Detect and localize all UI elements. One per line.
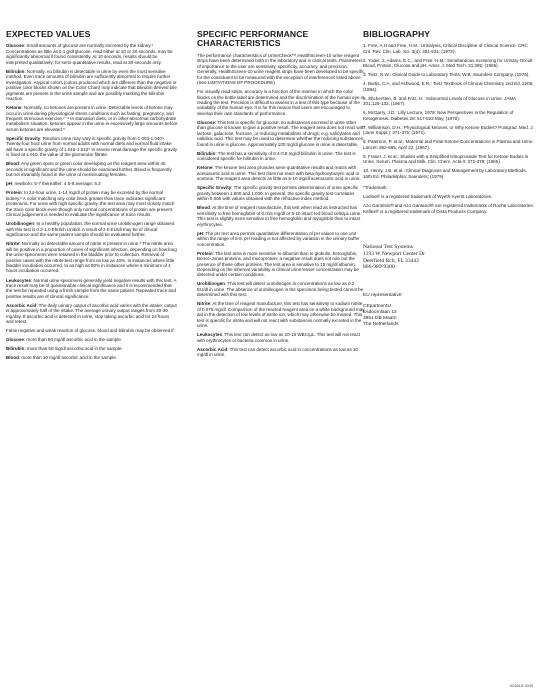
eu-representative <box>363 293 535 328</box>
paragraph <box>6 161 178 177</box>
address-line: National Test Systems <box>363 244 413 251</box>
paragraph-text: : Normally, no bilirubin is detectable in urine by even the most sensitive method. Even trace amounts of bilirubin are sufficiently abnormal to require further investigation. Atypical colors (colors produced which are different than the negative or positive color blocks shown on the Color Chart) may indicate that bilirubin derived bile pigments are present in the urine sample and are possibly masking the bilirubin reaction. <box>6 68 177 102</box>
bibliography-reference: 6. McGarry, J.D.: Lilly Lecture, 1978: New Perspectives in the Regulation of Ketogenesis. Diabetes 28: 517-523 May, (1978). <box>363 110 514 121</box>
paragraph-text: : At the time of reagent manufacture, this test has sensitivity to sodium nitrite of 0.075 mg/dl. Comparison of the reacted reagent area on a white background may aid in the detection of low levels of nitrite ion, which may otherwise be missed. This test is specific for nitrite and will not react with substances normally excreted in the urine. <box>197 301 365 329</box>
paragraph <box>197 89 365 116</box>
paragraph-label: Glucose <box>197 119 215 125</box>
paragraph-label: Nitrite <box>197 301 211 307</box>
performance-heading-line1: SPECIFIC PERFORMANCE <box>197 29 309 39</box>
paragraph-text: : more than 50 mg/dl ascorbic acid in the sample. <box>24 346 123 352</box>
bibliography-reference: 10. Henry, J.B. et al.: Clinical Diagnosis and Management by Laboratory Methods, 16th Ed. Philadelphia: Saunders; (1979). <box>363 168 527 179</box>
paragraph-label: Ascorbic Acid <box>197 346 228 352</box>
paragraph <box>6 190 178 217</box>
paragraph-label: Specific Gravity <box>197 185 232 191</box>
trademark-heading: *Trademark: <box>363 185 388 191</box>
paragraph-text: : This test will detect urobilinogen in concentrations as low as 0.2 EU/dl in urine. The absence of urobilinogen in the specimen being tested cannot be determined with this test. <box>197 281 364 298</box>
paragraph-text: : The test area is more sensitive to albumin than to globulin, hemoglobin, Bence-Jones proteins, and mucoprotein; a negative result does not rule out the presence of these other proteins. The test area is sensitive to 15 mg/dl albumin. Depending on the inherent variability in clinical urine lesser concentration may be detected under certain conditions. <box>197 250 359 278</box>
bibliography-list <box>363 43 535 179</box>
paragraph <box>197 281 365 297</box>
bibliography-reference: 1. Free, A.H and Free, H.M.: Urinalysis, Critical Discipline of Clinical Science. CRC Crit. Rev. Clin. Lab. Sci. 3(4): 481-531; (1972). <box>363 43 528 54</box>
paragraph-label: Leukocytes <box>6 277 32 283</box>
paragraph-label: Blood <box>197 205 210 211</box>
paragraph-text: : newborn: 5-7 thereafter: 4.5-8 average: 6.3 <box>12 181 101 187</box>
paragraph <box>6 303 178 325</box>
paragraph-text: : Normally, no ketones are present in urine. Detectable levels of ketone may occur in urine during physiological stress conditions such as fasting, pregnancy, and frequent strenuous exercise.²⁻⁴ In starvation diets, or in other abnormal carbohydrate metabolism situation, ketones appear in the urine in excessively large amounts before serum ketones are elevated.⁵ <box>6 105 178 132</box>
paragraph-label: Ascorbic Acid <box>6 302 37 308</box>
paragraph-text: : The daily urinary output of ascorbic acid varies with the intake; output is approximately half of the intake. The average urinary output ranges from 20-30 mg/day. If ascorbic acid is detected in urine, stop taking ascorbic acid for 24 hours and retest. <box>6 302 177 325</box>
paragraph-label: pH <box>197 230 204 236</box>
paragraph <box>6 221 178 237</box>
paragraph <box>6 278 178 300</box>
paragraph-label: Protein <box>197 250 213 256</box>
paragraph-text: : more than 50 mg/dl ascorbic acid in the sample. <box>23 337 123 343</box>
trademark-note: Lodine® is a registered trademark of Wyeth-Ayerst Laboratories. <box>363 194 493 200</box>
paragraph-label: Ketone <box>197 165 213 171</box>
paragraph-label: Urobilinogen <box>197 281 226 287</box>
paragraph-text: : Normally no detectable amount of nitrite is present in urine.⁶ The nitrite area will be positive in a proportion of cases of significant infection, depending on how long the urine specimens were retained in the bladder prior to collection. Retrieval of positive cases with the nitrite test range from as low as 40%, in instances where little bladder incubation occurred, to as high as 80% in instances where a minimum of 4 hours incubation occurred. <box>6 241 177 274</box>
expected-values-column <box>6 30 178 365</box>
paragraph-label: Nitrite <box>6 241 20 247</box>
bibliography-reference: 7. Williamson, D.H.: Physiological ketoses, or Why Ketone Bodies? Postgrad. Med. J. (June Suppl.): 371-375; (1971). <box>363 124 534 136</box>
eu-address-line: CEpartner4U <box>363 303 391 309</box>
paragraph-text: : Small amounts of glucose are normally excreted by the kidney.¹ Concentrations as little as 0.1 g/dl glucose, read either at 10 or 30 seconds, may be significantly abnormal if found consistently. At 10 seconds, results should be interpreted qualitatively; for semi-quantitative results, read at 30 seconds only. <box>6 43 173 65</box>
eu-label: EU representative: <box>363 292 403 298</box>
paragraph-text: : The test has a sensitivity of 0.4-0.8 mg/dl bilirubin in urine. The test is considered specific for bilirubin in urine. <box>197 150 356 162</box>
paragraph <box>6 241 178 274</box>
paragraph <box>197 120 365 147</box>
paragraph <box>6 69 178 102</box>
paragraph-text: : This test can detect as low as 10-15 WBC/µL. This test will not react with erythrocytes or bacteria common in urine. <box>197 332 361 343</box>
paragraph-label: Ketone <box>6 105 22 111</box>
paragraph <box>6 355 178 360</box>
paragraph-label: Glucose <box>6 43 24 49</box>
expected-values-heading: EXPECTED VALUES <box>6 29 91 39</box>
paragraph-text: : Any green spots or green color developing on the reagent area within 40 seconds is significant and the urine should be examined further. Blood is frequently, but not invariably found in the urine of menstruating females. <box>6 161 173 178</box>
paragraph-label: Bilirubin <box>197 150 216 156</box>
paragraph-text: The performance characteristics of UrineCheck™ HealthScreen-10 urine reagent strips have been determined both in the laboratory and in clinical tests. Parameters of importance to the user are sensitivity, specificity, accuracy, and precision. Generally, HealthScreen-10 urine reagent strips have been developed to be specific for the constituent to be measured with the exception of interferences listed above. (See LIMITATIONS OF PROCEDURE) <box>197 52 365 86</box>
paragraph-label: Specific Gravity <box>6 135 41 141</box>
paragraph <box>197 151 365 162</box>
paragraph-label: Blood <box>6 355 19 361</box>
address-line: 866-989-9300 <box>363 264 395 271</box>
bibliography-reference: 5. Shchersten, B. and Fritz, H.: Subnormal Levels of Glucose in Urine. JAMA 201:129-132; (1967). <box>363 95 516 107</box>
paragraph <box>197 185 365 201</box>
bibliography-column <box>363 30 535 328</box>
address-line: 1193 W Newport Center Dr <box>363 250 426 257</box>
paragraph-label: Glucose <box>6 337 24 343</box>
paragraph <box>6 43 178 65</box>
paragraph <box>6 136 178 158</box>
paragraph-label: Leukocytes <box>197 332 223 338</box>
paragraph <box>197 301 365 328</box>
bibliography-heading: BIBLIOGRAPHY <box>363 29 431 39</box>
eu-address-line: 3951 DB Maarn <box>363 315 397 321</box>
paragraph-label: Urobilinogen <box>6 221 35 227</box>
paragraph <box>197 332 365 343</box>
eu-address-line: Esdoornlaan 13 <box>363 309 397 315</box>
paragraph-text: : Random urine may vary in specific gravity from 1.003-1.040⁶. Twenty-four hour urine from normal adults with normal diets and normal fluid intake will have a specific gravity of 1.016-1.022⁶ In severe renal damage the specific gravity is fixed at 1.010, the value of the glomerular filtrate. <box>6 135 178 158</box>
paragraph-text: : more than 10 mg/dl ascorbic acid in the sample. <box>18 355 118 361</box>
bibliography-reference: 8. Paterson, P. et al.: Maternal and Fetal Ketone Concentrations in Plasma and Urine. Lancet: 862-865; April 22, (1967). <box>363 139 534 150</box>
paragraph <box>6 346 178 351</box>
paragraph-text: : This test is specific for glucose; no substances excreted in urine other than glucose is known to give a positive result. The reagent area does not react with lactose, galactose, fructose, or reducing metabolites of drugs; e.g. salicylates and nalidixic acid. This test may be used to determine whether the reducing substances found in urine is glucose. Approximately 100 mg/dl glucose in urine is detectable. <box>197 119 365 147</box>
document-code: DD165-B 10/05 <box>509 684 533 688</box>
paragraph <box>6 337 178 342</box>
paragraph-text: : The pH test area permits quantitative differentiation of pH values to one unit within the range of 5-9. pH reading is not affected by variation in the urinary buffer concentration. <box>197 230 360 247</box>
paragraph-label: Protein <box>6 190 22 196</box>
eu-address-line: The Netherlands <box>363 321 399 327</box>
paragraph-text: False negative and weak reaction of glucose, blood and bilirubin may be observed if: <box>6 328 175 334</box>
paragraph-text: : The ketone test area provides semi-quantitative results and reacts with acetoacetic acid in urine. This test does not react with beta-hydroxybutyric acid or acetone. The reagent area detects as little as 5-10 mg/dl acetoacetic acid in urine. <box>197 165 361 182</box>
paragraph-text: : In a healthy population, the normal urine urobilinogen range obtained with this test is 0.2-1.0 Ehrlich Unit/dl. A result of 2.0 EU/dl may be of clinical significance and the same patient sample should be evaluated further. <box>6 221 175 238</box>
performance-column <box>197 30 365 361</box>
paragraph-label: Bilirubin <box>6 68 25 74</box>
performance-heading <box>197 30 365 49</box>
paragraph <box>197 251 365 278</box>
performance-body <box>197 53 365 358</box>
paragraph-label: pH <box>6 181 13 187</box>
manufacturer-address <box>363 244 535 270</box>
paragraph <box>197 231 365 247</box>
paragraph-text: For visually read strips, accuracy is a function of the manner in which the color blocks on the bottle label are determined and the discrimination of the human eye in reading the test. Precision is difficult to assess in a test of this type because of the variability of the human eye. It is for this reason that users are encouraged to develop their own standards of performance. <box>197 89 365 116</box>
paragraph <box>197 205 365 227</box>
paragraph-text: : At the time of reagent manufacture, this test when read as instructed has sensitivity to free hemoglobin of 0.015 mg/dl or 5-10 intact red blood cells/µL urine. This test is slightly more sensitive to free hemoglobin and myoglobin than to intact erythrocytes. <box>197 205 362 227</box>
expected-values-body <box>6 43 178 361</box>
paragraph <box>197 53 365 86</box>
paragraph <box>197 347 365 358</box>
address-line: Deerfield Bch, FL 33442 <box>363 257 420 264</box>
trademark-note: Azo Gantrisin® and Azo Gantanol® are registered trademarks of Roche Laboratories. Keflex® is a registered trademark of Dista Products Company. <box>363 203 534 214</box>
paragraph <box>6 105 178 132</box>
paragraph-text: : In 24-hour urine, 1-14 mg/dl of protein may be excreted by the normal kidney.⁶ A color matching any color block greater than trace indicates significant proteinuria. For urine with high specific gravity, the test area may most closely match the trace color block even though only normal concentrations of protein are present. Clinical judgement is needed to evaluate the significance of trace results. <box>6 190 175 218</box>
bibliography-reference: 2. Yoder, J.,Adams, E.C., and Free. H.M.: Simultaneous Screening for Urinary Occult Blood, Protein, Glucose and pH. Amer. J. Med Tech. 31:285; (1965). <box>363 57 533 69</box>
performance-heading-line2: CHARACTERISTICS <box>197 38 281 49</box>
paragraph <box>6 328 178 333</box>
paragraph-text: : This test can detect ascorbic acid in concentrations as low as 10 mg/dl in urine. <box>197 346 358 358</box>
bibliography-reference: 3. Tietz, N.W.: Clinical Guide to Laboratory Tests; W.B. Saunders Company, (1976). <box>363 72 530 78</box>
paragraph-label: Blood <box>6 161 19 167</box>
paragraph-label: Bilirubin <box>6 346 25 352</box>
bibliography-reference: 4. Burtis, C.A. and Ashwood, E.R.: Tietz Textbook of Clinical Chemistry 2nd Ed. 2205; (1994). <box>363 81 534 92</box>
paragraph-text: : The specific gravity test permits determination of urine specific gravity between 1.000 and 1.030. In general, the specific gravity test correlates within 0.005 with values obtained with the refractive index method. <box>197 185 359 202</box>
paragraph <box>6 181 178 186</box>
paragraph-text: : Normal urine specimens generally yield negative results with this test. A trace result may be of questionable clinical significance and it is recommended that the test be repeated using a fresh sample from the same patient. Repeated trace and positive results are of clinical significance. <box>6 277 177 299</box>
trademark-list <box>363 194 535 214</box>
paragraph <box>197 165 365 181</box>
bibliography-reference: 9. Fraser, J. et al.: Studies with a Simplified Nitroprusside Test for Ketone Bodies in Urine, Serum, Plasma and Milk. Clin. Chem. Acta II: 372-378; (1965). <box>363 153 529 165</box>
